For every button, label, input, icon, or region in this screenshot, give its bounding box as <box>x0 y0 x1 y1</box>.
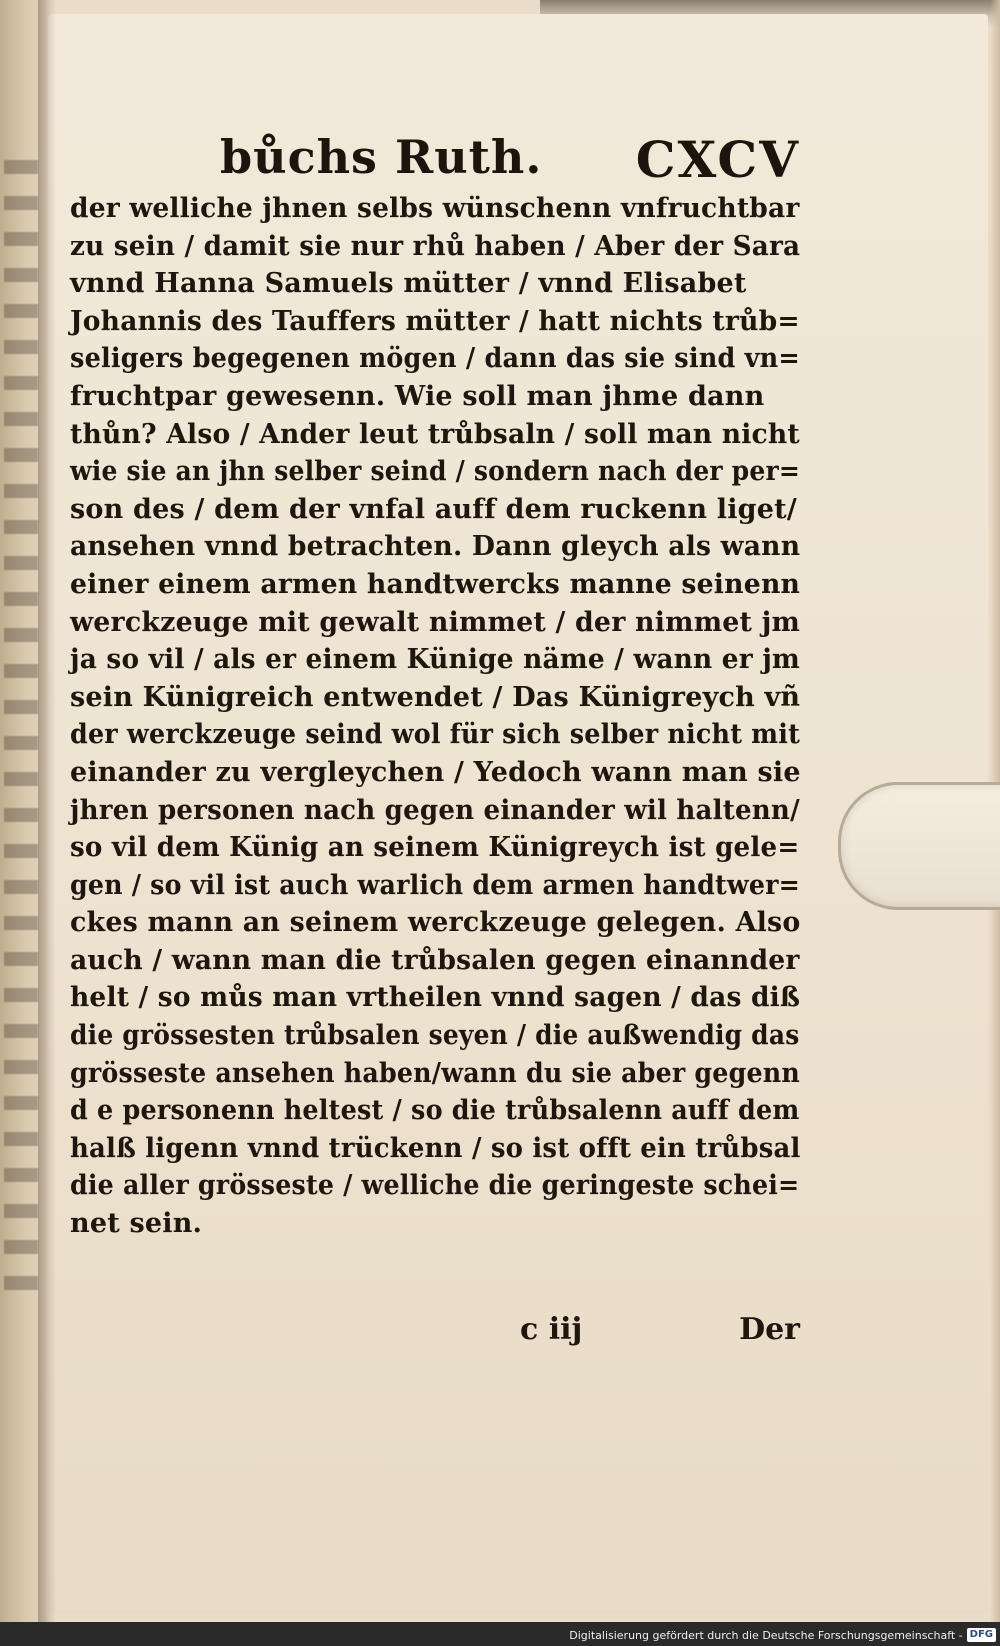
folio-number: CXCV <box>635 130 800 189</box>
text-line: grösseste ansehen haben/wann du sie aber gegenn <box>70 1057 801 1089</box>
body-text <box>70 190 800 1243</box>
text-line: sein Künigreich entwendet / Das Künigreych vñ <box>70 681 801 713</box>
text-line: ckes mann an seinem werckzeuge gelegen. Also <box>70 907 801 939</box>
text-line: so vil dem Künig an seinem Künigreych ist gele= <box>70 832 800 864</box>
page-footer <box>70 1312 800 1362</box>
book-clamp <box>838 782 1000 910</box>
gutter-shadow <box>38 0 56 1622</box>
text-line: werckzeuge mit gewalt nimmet / der nimmet jm <box>70 606 801 638</box>
text-line: wie sie an jhn selber seind / sondern nach der per= <box>70 456 801 488</box>
text-line: der werckzeuge seind wol für sich selber nicht mit <box>70 719 801 751</box>
text-line: gen / so vil ist auch warlich dem armen handtwer= <box>70 869 801 901</box>
text-line: net sein. <box>70 1208 203 1240</box>
credit-text: Digitalisierung gefördert durch die Deutsche Forschungsgemeinschaft - <box>569 1628 963 1642</box>
text-line: einander zu vergleychen / Yedoch wann man sie <box>70 756 801 788</box>
gutter-show-through-text <box>4 160 38 1300</box>
text-line: son des / dem der vnfal auff dem ruckenn liget/ <box>70 493 797 525</box>
text-line: zu sein / damit sie nur rhů haben / Aber der Sara <box>70 230 801 262</box>
text-line: ansehen vnnd betrachten. Dann gleych als wann <box>70 531 801 563</box>
running-head: bůchs Ruth. <box>220 130 543 184</box>
text-line: d e personenn heltest / so die trůbsalenn auff dem <box>70 1095 800 1127</box>
dfg-logo: DFG <box>967 1628 996 1642</box>
text-line: halß ligenn vnnd trückenn / so ist offt ein trůbsal <box>70 1132 801 1164</box>
signature-mark: c iij <box>520 1312 583 1347</box>
text-line: fruchtpar gewesenn. Wie soll man jhme dann <box>70 380 765 412</box>
text-line: vnnd Hanna Samuels mütter / vnnd Elisabet <box>70 268 747 300</box>
text-line: die grössesten trůbsalen seyen / die außwendig das <box>70 1020 800 1052</box>
digitization-credit <box>569 1626 996 1644</box>
text-line: die aller grösseste / welliche die geringeste schei= <box>70 1170 800 1202</box>
text-line: ja so vil / als er einem Künige näme / wann er jm <box>70 644 801 676</box>
text-line: seligers begegenen mögen / dann das sie sind vn= <box>70 343 801 375</box>
text-line: helt / so můs man vrtheilen vnnd sagen / das diß <box>70 982 801 1014</box>
text-line: thůn? Also / Ander leut trůbsaln / soll man nicht <box>70 418 800 450</box>
catchword: Der <box>739 1312 800 1347</box>
text-line: der welliche jhnen selbs wünschenn vnfruchtbar <box>70 193 800 224</box>
text-line: einer einem armen handtwercks manne seinenn <box>70 568 801 600</box>
text-line: Johannis des Tauffers mütter / hatt nichts trůb= <box>70 305 800 337</box>
text-line: jhren personen nach gegen einander wil haltenn/ <box>70 794 800 826</box>
text-line: auch / wann man die trůbsalen gegen einannder <box>70 944 800 976</box>
